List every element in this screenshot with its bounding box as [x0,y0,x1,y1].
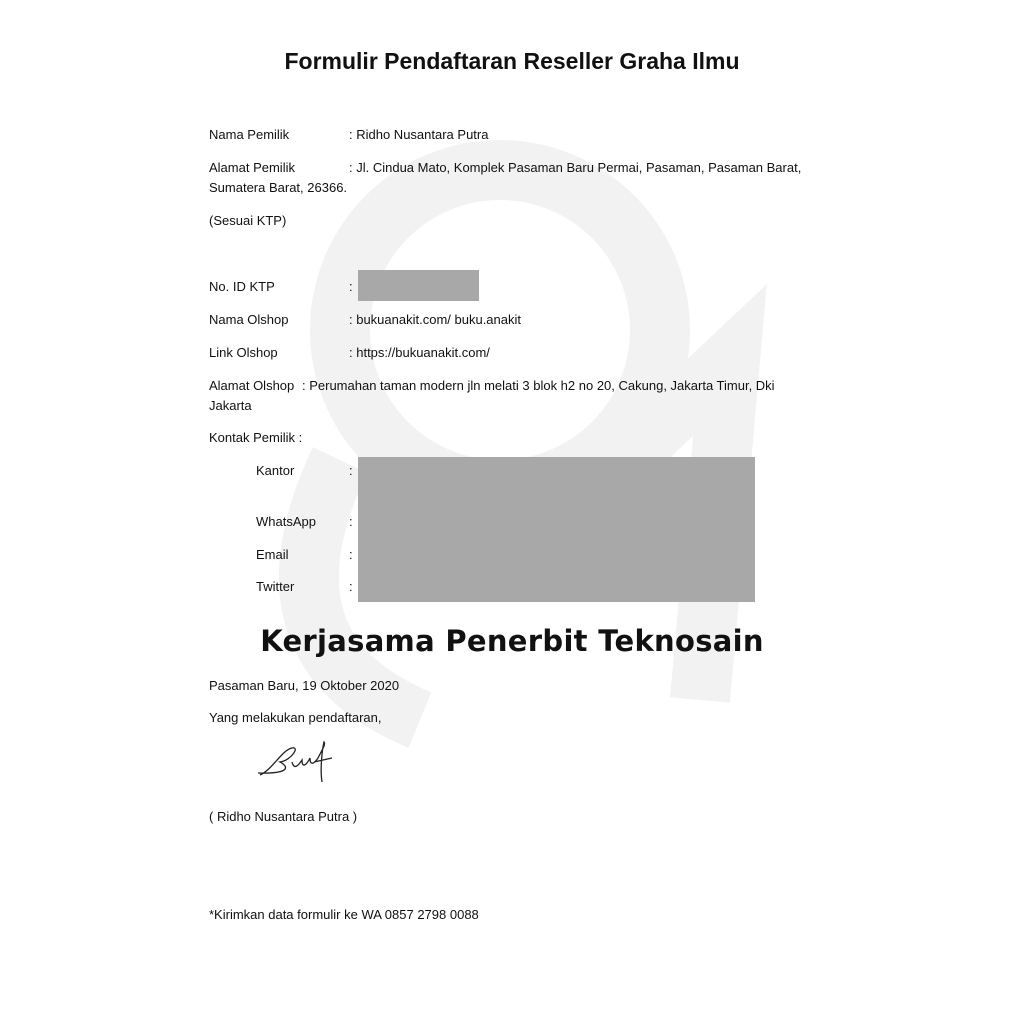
sesuai-ktp-note: (Sesuai KTP) [209,213,287,228]
kontak-label: Kontak Pemilik : [209,430,303,445]
email-label: Email [256,547,289,562]
nama-olshop-label: Nama Olshop [209,312,289,327]
signature-name: ( Ridho Nusantara Putra ) [209,809,358,824]
place-date: Pasaman Baru, 19 Oktober 2020 [209,678,400,693]
signature [252,740,342,790]
form-title: Formulir Pendaftaran Reseller Graha Ilmu [284,48,740,74]
redacted-contacts [358,457,755,602]
alamat-pemilik-value-cont: Sumatera Barat, 26366. [209,180,348,195]
registrant-label: Yang melakukan pendaftaran, [209,710,382,725]
nama-pemilik-value: : Ridho Nusantara Putra [349,127,489,142]
whatsapp-colon: : [349,514,353,529]
email-colon: : [349,547,353,562]
banner-heading: Kerjasama Penerbit Teknosain [260,624,764,658]
link-olshop-label: Link Olshop [209,345,278,360]
alamat-pemilik-label: Alamat Pemilik [209,160,295,175]
kantor-colon: : [349,463,353,478]
nama-pemilik-label: Nama Pemilik [209,127,290,142]
twitter-label: Twitter [256,579,295,594]
nama-olshop-value: : bukuanakit.com/ buku.anakit [349,312,521,327]
redacted-ktp [358,270,479,301]
twitter-colon: : [349,579,353,594]
footer-note: *Kirimkan data formulir ke WA 0857 2798 0088 [209,907,479,922]
link-olshop-value: : https://bukuanakit.com/ [349,345,490,360]
alamat-olshop-label: Alamat Olshop [209,378,295,393]
alamat-olshop-value: : Perumahan taman modern jln melati 3 blok h2 no 20, Cakung, Jakarta Timur, Dki [302,378,775,393]
no-ktp-label: No. ID KTP [209,279,275,294]
whatsapp-label: WhatsApp [256,514,316,529]
alamat-olshop-value-cont: Jakarta [209,398,252,413]
no-ktp-colon: : [349,279,353,294]
alamat-pemilik-value: : Jl. Cindua Mato, Komplek Pasaman Baru Permai, Pasaman, Pasaman Barat, [349,160,802,175]
kantor-label: Kantor [256,463,295,478]
